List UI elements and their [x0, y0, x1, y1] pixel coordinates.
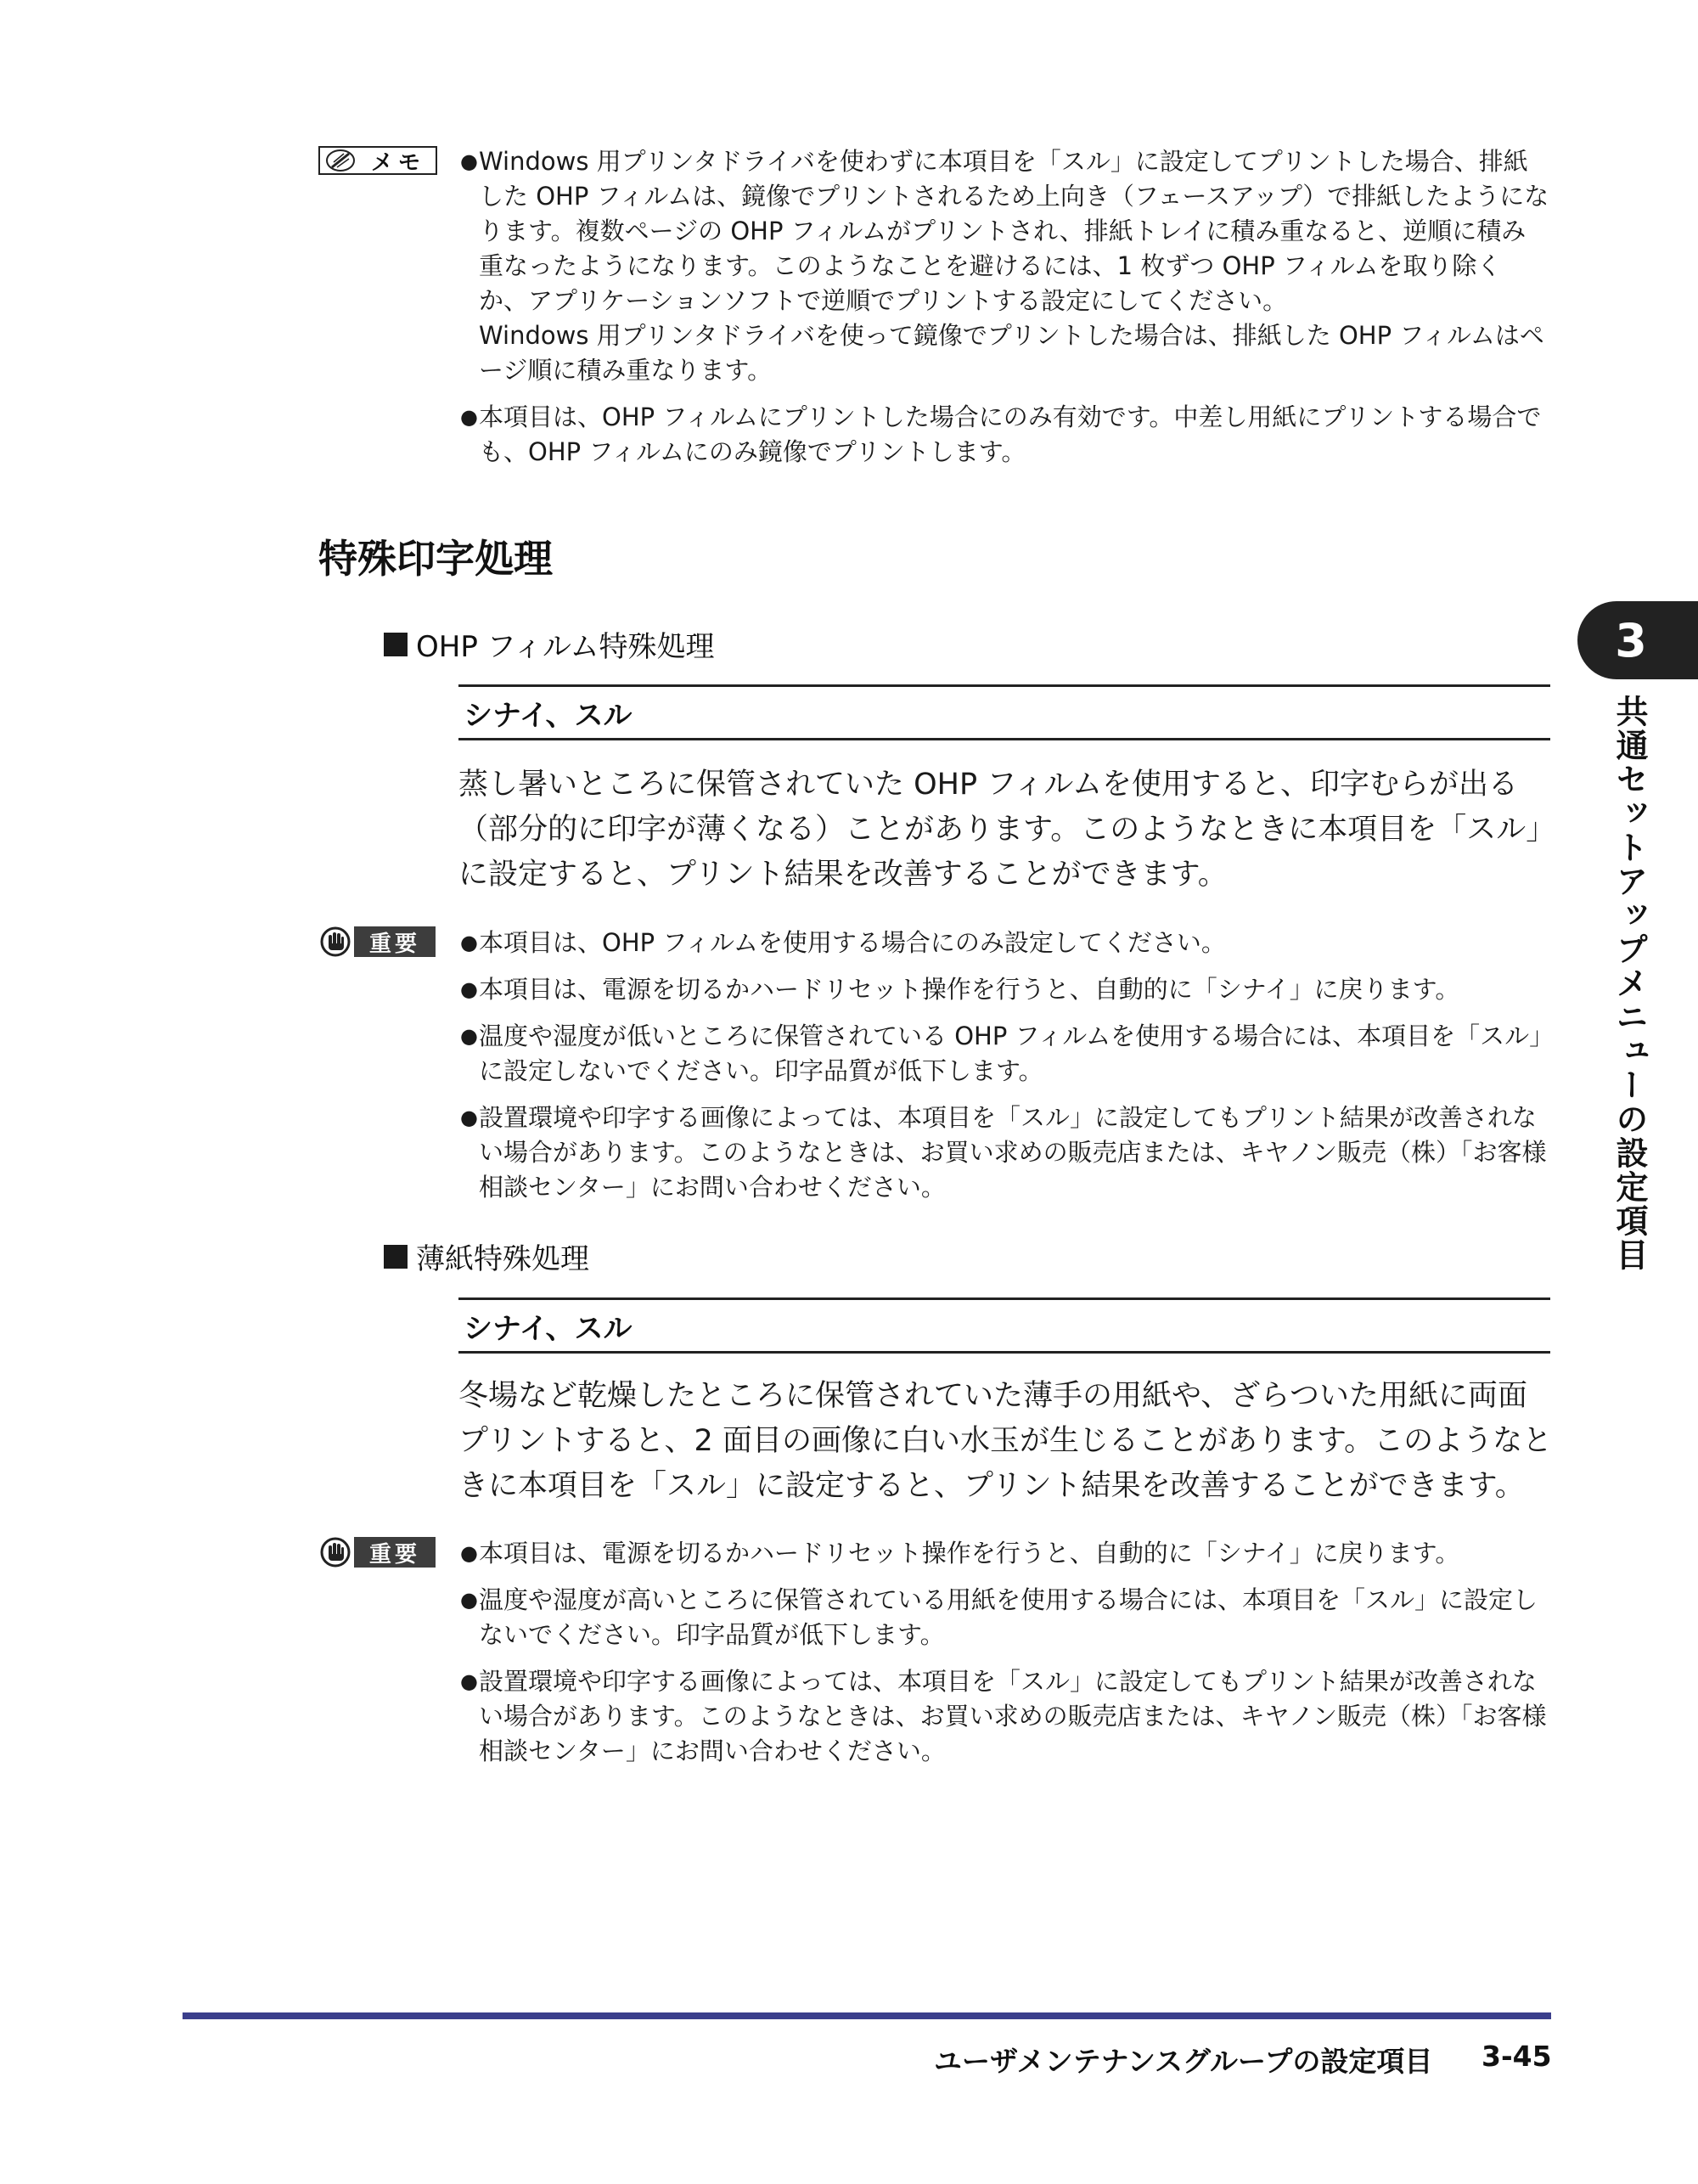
square-bullet-icon — [384, 1245, 408, 1269]
hand-stop-icon — [318, 926, 352, 957]
important-item-text: 設置環境や印字する画像によっては、本項目を「スル」に設定してもプリント結果が改善されない場合があります。このようなときは、お買い求めの販売店または、キヤノン販売（株）「お客様相談センター」にお問い合わせください。 — [479, 1667, 1547, 1765]
square-bullet-icon — [384, 633, 408, 656]
important-badge — [318, 926, 437, 957]
chapter-title: 共通セットアップメニューの設定項目 — [1611, 695, 1648, 1272]
important-item-text: 本項目は、OHP フィルムを使用する場合にのみ設定してください。 — [479, 928, 1226, 957]
memo-item-text: 本項目は、OHP フィルムにプリントした場合にのみ有効です。中差し用紙にプリントする場合でも、OHP フィルムにのみ鏡像でプリントします。 — [479, 402, 1542, 466]
memo-badge — [318, 146, 437, 175]
important-item-text: 本項目は、電源を切るかハードリセット操作を行うと、自動的に「シナイ」に戻ります。 — [479, 1539, 1460, 1568]
thin-heading-text: 薄紙特殊処理 — [416, 1242, 589, 1276]
important-item-text: 設置環境や印字する画像によっては、本項目を「スル」に設定してもプリント結果が改善されない場合があります。このようなときは、お買い求めの販売店または、キヤノン販売（株）「お客様相談センター」にお問い合わせください。 — [479, 1103, 1547, 1202]
section-title: 特殊印字処理 — [318, 536, 553, 582]
chapter-number: 3 — [1615, 613, 1647, 667]
important-label: 重要 — [354, 926, 436, 957]
ohp-description: 蒸し暑いところに保管されていた OHP フィルムを使用すると、印字むらが出る（部分的に印字が薄くなる）ことがあります。このようなときに本項目を「スル」に設定すると、プリント結果を改善することができます。 — [458, 768, 1541, 892]
important-item: ● 本項目は、OHP フィルムを使用する場合にのみ設定してください。 — [458, 926, 1549, 960]
thin-values: シナイ、スル — [458, 1297, 1550, 1354]
important-item-text: 温度や湿度が低いところに保管されている OHP フィルムを使用する場合には、本項目を「スル」に設定しないでください。印字品質が低下します。 — [479, 1022, 1542, 1085]
ohp-heading — [384, 623, 715, 665]
pencil-icon — [320, 148, 361, 173]
important-badge — [318, 1537, 437, 1568]
ohp-heading-text: OHP フィルム特殊処理 — [416, 630, 715, 664]
footer-rule — [183, 2012, 1551, 2019]
page-number: 3-45 — [1482, 2040, 1552, 2073]
important-item: ● 本項目は、電源を切るかハードリセット操作を行うと、自動的に「シナイ」に戻ります。 — [458, 972, 1549, 1007]
memo-item-text: Windows 用プリンタドライバを使って鏡像でプリントした場合は、排紙した OHP フィルムはページ順に積み重なります。 — [479, 321, 1544, 385]
hand-stop-icon — [318, 1537, 352, 1568]
memo-item: ● 本項目は、OHP フィルムにプリントした場合にのみ有効です。中差し用紙にプリントする場合でも、OHP フィルムにのみ鏡像でプリントします。 — [458, 400, 1549, 470]
ohp-values: シナイ、スル — [458, 684, 1550, 740]
important-item: ● 温度や湿度が高いところに保管されている用紙を使用する場合には、本項目を「スル」に設定しないでください。印字品質が低下します。 — [458, 1583, 1549, 1652]
chapter-tab — [1577, 601, 1698, 679]
important-item: ● 温度や湿度が低いところに保管されている OHP フィルムを使用する場合には、本項目を「スル」に設定しないでください。印字品質が低下します。 — [458, 1019, 1549, 1089]
footer-title: ユーザメンテナンスグループの設定項目 — [934, 2045, 1433, 2078]
thin-heading — [384, 1236, 589, 1277]
memo-list — [458, 144, 1549, 481]
thin-description: 冬場など乾燥したところに保管されていた薄手の用紙や、ざらついた用紙に両面プリントすると、2 面目の画像に白い水玉が生じることがあります。このようなときに本項目を「スル」に設定すると、プリント結果を改善することができます。 — [458, 1379, 1553, 1503]
memo-item: ● Windows 用プリンタドライバを使わずに本項目を「スル」に設定してプリントした場合、排紙した OHP フィルムは、鏡像でプリントされるため上向き（フェースアップ）で排紙したようになります。複数ページの OHP フィルムがプリントされ、排紙トレイに積み重なると、逆順に積み重なったようになります。このようなことを避けるには、1 枚ずつ OHP フィルムを取り除くか、アプリケーションソフトで逆順でプリントする設定にしてください。 Windows 用プリンタドライバを使って鏡像でプリントした場合は、排紙した OHP フィルムはページ順に積み重なります。 — [458, 144, 1549, 388]
important-label: 重要 — [354, 1537, 436, 1568]
memo-label: メモ — [370, 149, 425, 176]
thin-important-list — [458, 1536, 1549, 1781]
important-item-text: 温度や湿度が高いところに保管されている用紙を使用する場合には、本項目を「スル」に設定しないでください。印字品質が低下します。 — [479, 1585, 1538, 1649]
important-item-text: 本項目は、電源を切るかハードリセット操作を行うと、自動的に「シナイ」に戻ります。 — [479, 975, 1460, 1004]
important-item: ● 本項目は、電源を切るかハードリセット操作を行うと、自動的に「シナイ」に戻ります。 — [458, 1536, 1549, 1571]
memo-item-text: Windows 用プリンタドライバを使わずに本項目を「スル」に設定してプリントした場合、排紙した OHP フィルムは、鏡像でプリントされるため上向き（フェースアップ）で排紙したようになります。複数ページの OHP フィルムがプリントされ、排紙トレイに積み重なると、逆順に積み重なったようになります。このようなことを避けるには、1 枚ずつ OHP フィルムを取り除くか、アプリケーションソフトで逆順でプリントする設定にしてください。 — [479, 147, 1549, 315]
important-item: ● 設置環境や印字する画像によっては、本項目を「スル」に設定してもプリント結果が改善されない場合があります。このようなときは、お買い求めの販売店または、キヤノン販売（株）「お客様相談センター」にお問い合わせください。 — [458, 1100, 1549, 1205]
ohp-important-list — [458, 926, 1549, 1217]
important-item: ● 設置環境や印字する画像によっては、本項目を「スル」に設定してもプリント結果が改善されない場合があります。このようなときは、お買い求めの販売店または、キヤノン販売（株）「お客様相談センター」にお問い合わせください。 — [458, 1664, 1549, 1769]
